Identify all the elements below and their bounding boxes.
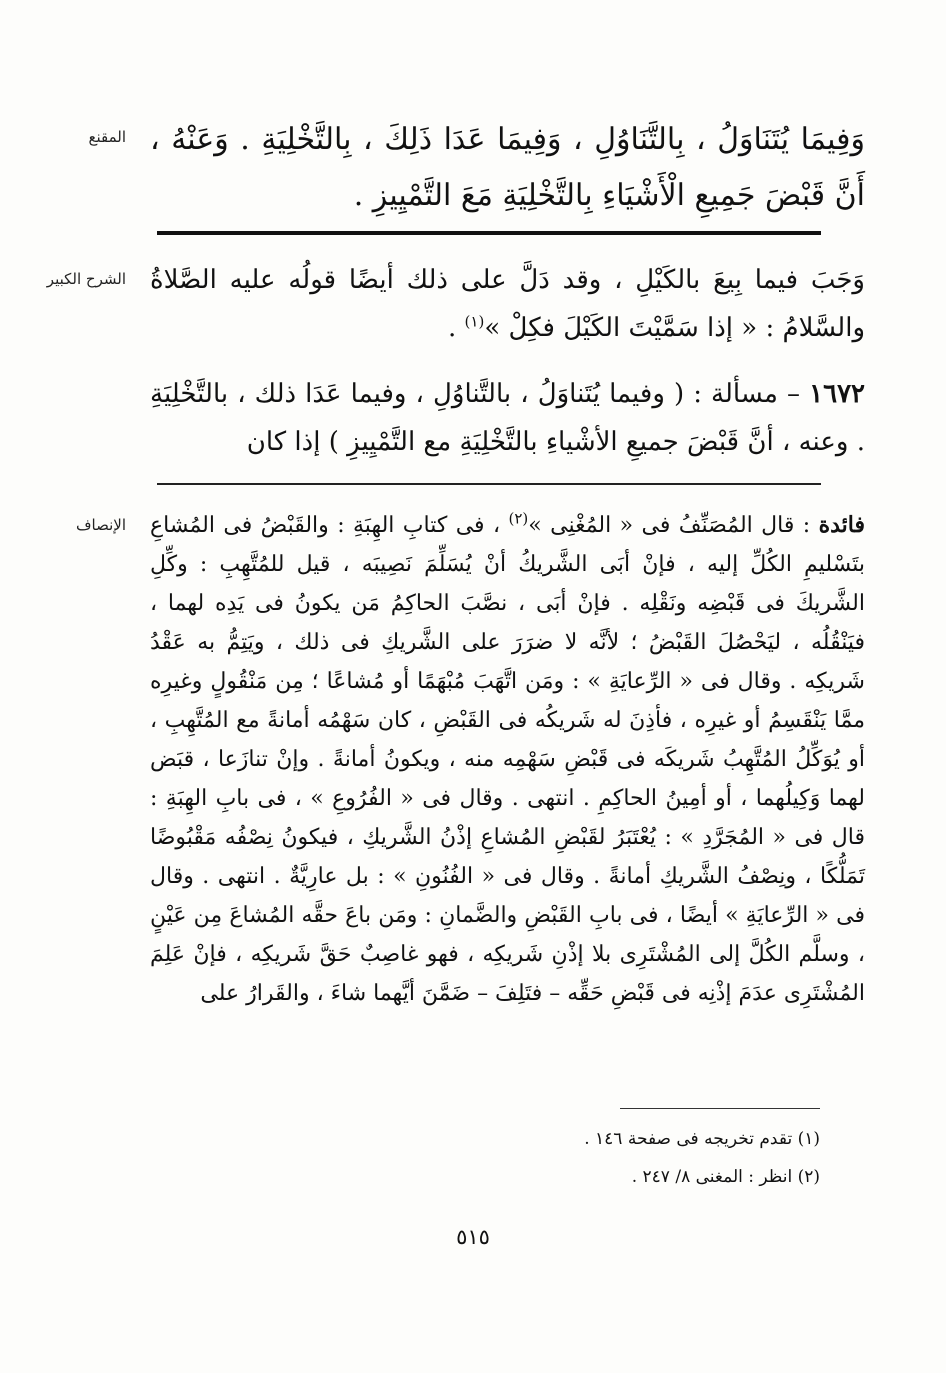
sharh-text: وَجَبَ فيما بِيعَ بالكَيْلِ ، وقد دَلَّ على ذلك أيضًا قولُه عليه الصَّلاةُ والسَّلامُ : « إذا سَمَّيْتَ الكَيْلَ فكِلْ » [150,265,865,343]
masala-paragraph [150,370,865,466]
footnote-2: (٢) انظر : المغنى ٨/ ٢٤٧ . [631,1167,820,1187]
footnote-ref-2: (٢) [508,509,529,528]
page-number: ٥١٥ [456,1225,490,1249]
sharh-paragraph [150,256,865,352]
insaf-text-block [150,506,865,1013]
footnotes [400,1120,820,1196]
footnote-separator [620,1108,820,1109]
insaf-paragraph [150,506,865,1013]
muqni-text-block [150,112,865,224]
masala-text: – مسألة : ( وفيما يُتَناوَلُ ، بالتَّناوُلِ ، وفيما عَدَا ذلك ، بالتَّخْلِيَةِ . وعنه ، أنَّ قَبْضَ جميعِ الأشْياءِ بالتَّخْلِيَةِ مع التَّمْيِيزِ ) إذا كان [150,379,865,457]
masala-number: ١٦٧٢ [809,379,865,409]
masala-text-block [150,370,865,466]
sharh-end: . [448,313,465,343]
margin-label-muqni: المقنع [88,128,126,146]
footnote-1: (١) تقدم تخريجه فى صفحة ١٤٦ . [584,1129,820,1149]
footnote-ref-1: (١) [464,312,485,331]
margin-label-insaf: الإنصاف [75,516,126,534]
insaf-keyword: فائدة [818,512,865,538]
muqni-paragraph: وَفِيمَا يُتَنَاوَلُ ، بِالتَّنَاوُلِ ، وَفِيمَا عَدَا ذَلِكَ ، بِالتَّخْلِيَةِ . وَعَنْهُ ، أَنَّ قَبْضَ جَمِيعِ الْأَشْيَاءِ بِالتَّخْلِيَةِ مَعَ التَّمْيِيزِ . [150,122,865,213]
section-divider-thick [157,231,821,235]
insaf-text-intro: : قال المُصَنِّفُ فى « المُغْنِى » [528,513,819,538]
margin-label-sharh: الشرح الكبير [46,270,126,288]
sharh-text-block [150,256,865,352]
insaf-text: ، فى كتابِ الهِبَةِ : والقَبْضُ فى المُشاعِ بتَسْليمِ الكُلِّ إليه ، فإنْ أبَى الشَّريكُ أنْ يُسَلِّمَ نَصِيبَه ، قيل للمُتَّهِبِ : وكِّلِ الشَّريكَ فى قَبْضِه ونَقْلِه . فإنْ أبَى ، نصَّبَ الحاكِمُ مَن يكونُ فى يَدِه لهما ، فيَنْقُلُه ، ليَحْصُلَ القَبْضُ ؛ لأنَّه لا ضرَرَ على الشَّريكِ فى ذلك ، ويَتِمُّ به عَقْدُ شَريكِه . وقال فى « الرِّعايَةِ » : ومَن اتَّهَبَ مُبْهَمًا أو مُشاعًا ؛ مِن مَنْقُولٍ وغيرِه ممَّا يَنْقَسِمُ أو غيرِه ، فأذِنَ له شَريكُه فى القَبْضِ ، كان سَهْمُه أمانةً مع المُتَّهِبِ ، أو يُوَكِّلُ المُتَّهِبُ شَريكَه فى قَبْضِ سَهْمِه منه ، ويكونُ أمانةً . وإنْ تنازَعا ، قبَض لهما وَكِيلُهما ، أو أمِينُ الحاكِمِ . انتهى . وقال فى « الفُرُوعِ » ، فى بابِ الهِبَةِ : قال فى « المُجَرَّدِ » : يُعْتَبَرُ لقَبْضِ المُشاعِ إذْنُ الشَّريكِ ، فيكونُ نِصْفُه مَقْبُوضًا تَمَلُّكًا ، ونِصْفُ الشَّريكِ أمانةً . وقال فى « الفُنُونِ » : بل عارِيَّةٌ . انتهى . وقال فى « الرِّعايَةِ » أيضًا ، فى بابِ القَبْضِ والضَّمانِ : ومَن باعَ حقَّه المُشاعَ مِن عَيْنٍ ، وسلَّم الكُلَّ إلى المُشْتَرِى بلا إذْنِ شَريكِه ، فهو غاصِبٌ حَقَّ شَريكِه ، فإنْ عَلِمَ المُشْتَرِى عدَمَ إذْنِه فى قَبْضِ حَقِّه – فتَلِفَ – ضَمَّنَ أيَّهما شاءَ ، والقَرارُ على [150,513,866,1006]
section-divider-thin [157,483,821,485]
